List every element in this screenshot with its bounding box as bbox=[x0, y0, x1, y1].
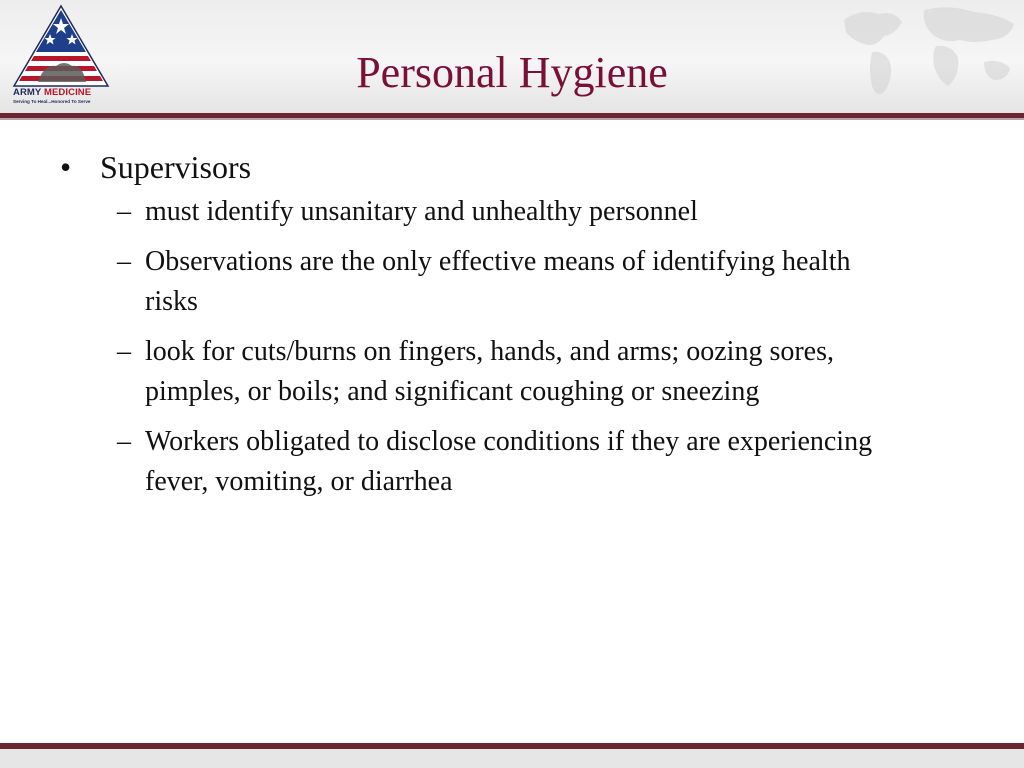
header-divider-accent bbox=[0, 118, 1024, 120]
sub-bullet-item bbox=[60, 332, 905, 412]
sub-bullet-marker: – bbox=[117, 196, 131, 227]
sub-bullet-item bbox=[60, 422, 905, 502]
footer-band bbox=[0, 749, 1024, 768]
sub-bullet-item bbox=[60, 192, 905, 232]
sub-bullet-marker: – bbox=[117, 336, 131, 367]
logo-word-medicine: MEDICINE bbox=[43, 87, 92, 98]
sub-bullet-text: Observations are the only effective means of identifying health risks bbox=[145, 246, 851, 317]
sub-bullet-text: look for cuts/burns on fingers, hands, and arms; oozing sores, pimples, or boils; and significant coughing or sneezing bbox=[145, 336, 834, 407]
bullet-item bbox=[60, 144, 960, 190]
sub-bullet-list bbox=[60, 192, 960, 502]
sub-bullet-text: Workers obligated to disclose conditions if they are experiencing fever, vomiting, or diarrhea bbox=[145, 426, 873, 497]
slide-header bbox=[0, 0, 1024, 113]
bullet-text: Supervisors bbox=[100, 149, 252, 185]
bullet-marker: • bbox=[60, 149, 72, 185]
slide-body bbox=[60, 144, 960, 512]
logo-tagline: Serving To Heal...Honored To Serve bbox=[13, 99, 91, 104]
logo-word-army: ARMY bbox=[13, 87, 42, 98]
sub-bullet-text: must identify unsanitary and unhealthy personnel bbox=[145, 196, 698, 227]
sub-bullet-item bbox=[60, 242, 905, 322]
sub-bullet-marker: – bbox=[117, 426, 131, 457]
sub-bullet-marker: – bbox=[117, 246, 131, 277]
slide-title: Personal Hygiene bbox=[356, 48, 668, 97]
